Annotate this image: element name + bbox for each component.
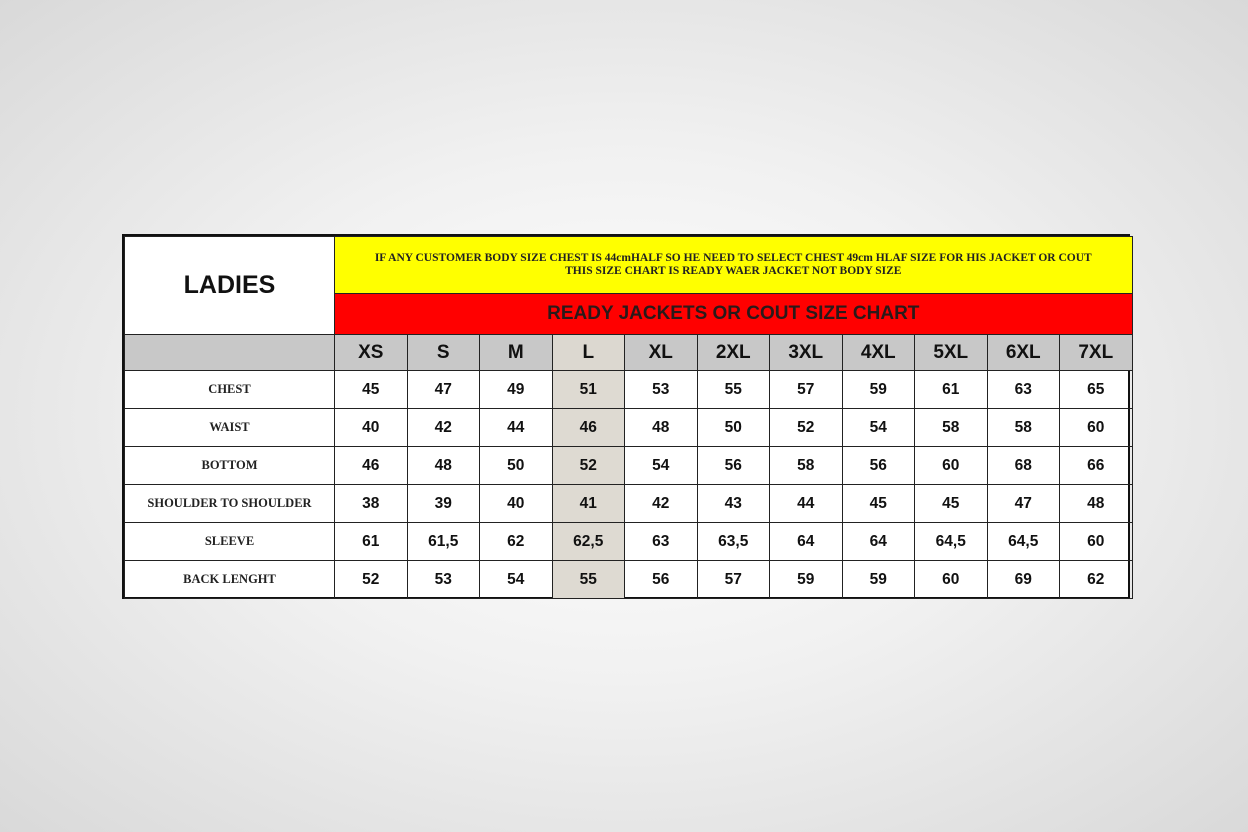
size-header-l: L [552, 335, 625, 371]
size-note-line-2: THIS SIZE CHART IS READY WAER JACKET NOT BODY SIZE [565, 265, 902, 277]
size-header-row [125, 335, 1133, 371]
measurement-cell: 65 [1060, 371, 1133, 409]
size-note-line-1: IF ANY CUSTOMER BODY SIZE CHEST IS 44cmHALF SO HE NEED TO SELECT CHEST 49cm HLAF SIZE FOR HIS JACKET OR COUT [374, 252, 1092, 264]
measurement-cell: 63,5 [697, 523, 770, 561]
size-header-xl: XL [625, 335, 698, 371]
measurement-cell: 48 [625, 409, 698, 447]
table-row [125, 523, 1133, 561]
measurement-cell: 50 [697, 409, 770, 447]
table-row [125, 371, 1133, 409]
measurement-cell: 60 [1060, 409, 1133, 447]
measurement-cell: 60 [1060, 523, 1133, 561]
measurement-cell: 61 [335, 523, 408, 561]
size-header-7xl: 7XL [1060, 335, 1133, 371]
measurement-cell: 54 [480, 561, 553, 599]
measurement-cell: 50 [480, 447, 553, 485]
measurement-cell: 55 [552, 561, 625, 599]
measurement-cell: 59 [842, 561, 915, 599]
header-corner [125, 335, 335, 371]
measurement-cell: 54 [625, 447, 698, 485]
measurement-cell: 52 [335, 561, 408, 599]
measurement-cell: 61,5 [407, 523, 480, 561]
measurement-cell: 38 [335, 485, 408, 523]
measurement-cell: 57 [697, 561, 770, 599]
measurement-cell: 53 [407, 561, 480, 599]
size-chart [122, 234, 1130, 599]
measurement-cell: 42 [407, 409, 480, 447]
measurement-cell: 42 [625, 485, 698, 523]
size-header-xs: XS [335, 335, 408, 371]
table-row [125, 409, 1133, 447]
chart-banner: READY JACKETS OR COUT SIZE CHART [335, 294, 1133, 335]
size-chart-table [124, 236, 1133, 599]
measurement-cell: 56 [625, 561, 698, 599]
measurement-cell: 45 [335, 371, 408, 409]
row-label: BOTTOM [125, 447, 335, 485]
measurement-cell: 55 [697, 371, 770, 409]
row-label: SLEEVE [125, 523, 335, 561]
measurement-cell: 57 [770, 371, 843, 409]
measurement-cell: 56 [842, 447, 915, 485]
measurement-cell: 63 [625, 523, 698, 561]
measurement-cell: 62,5 [552, 523, 625, 561]
table-row [125, 485, 1133, 523]
measurement-cell: 64 [842, 523, 915, 561]
measurement-cell: 45 [842, 485, 915, 523]
row-label: CHEST [125, 371, 335, 409]
measurement-cell: 40 [480, 485, 553, 523]
size-header-4xl: 4XL [842, 335, 915, 371]
measurement-cell: 66 [1060, 447, 1133, 485]
measurement-cell: 52 [770, 409, 843, 447]
measurement-cell: 63 [987, 371, 1060, 409]
measurement-cell: 58 [770, 447, 843, 485]
measurement-cell: 48 [1060, 485, 1133, 523]
measurement-cell: 60 [915, 561, 988, 599]
measurement-cell: 49 [480, 371, 553, 409]
measurement-cell: 62 [480, 523, 553, 561]
measurement-cell: 62 [1060, 561, 1133, 599]
table-row [125, 561, 1133, 599]
measurement-cell: 59 [842, 371, 915, 409]
measurement-cell: 54 [842, 409, 915, 447]
measurement-cell: 53 [625, 371, 698, 409]
measurement-cell: 58 [915, 409, 988, 447]
measurement-cell: 58 [987, 409, 1060, 447]
size-note [335, 237, 1133, 294]
measurement-cell: 59 [770, 561, 843, 599]
measurement-cell: 68 [987, 447, 1060, 485]
measurement-cell: 45 [915, 485, 988, 523]
chart-title: LADIES [125, 237, 335, 335]
measurement-cell: 47 [987, 485, 1060, 523]
size-header-s: S [407, 335, 480, 371]
measurement-cell: 56 [697, 447, 770, 485]
measurement-cell: 61 [915, 371, 988, 409]
measurement-cell: 44 [770, 485, 843, 523]
measurement-cell: 48 [407, 447, 480, 485]
title-row [125, 237, 1133, 294]
measurement-cell: 39 [407, 485, 480, 523]
measurement-cell: 60 [915, 447, 988, 485]
measurement-cell: 44 [480, 409, 553, 447]
measurement-cell: 40 [335, 409, 408, 447]
size-header-5xl: 5XL [915, 335, 988, 371]
measurement-cell: 46 [552, 409, 625, 447]
table-row [125, 447, 1133, 485]
measurement-cell: 46 [335, 447, 408, 485]
size-header-3xl: 3XL [770, 335, 843, 371]
row-label: BACK LENGHT [125, 561, 335, 599]
measurement-cell: 69 [987, 561, 1060, 599]
measurement-cell: 64,5 [915, 523, 988, 561]
row-label: WAIST [125, 409, 335, 447]
row-label: SHOULDER TO SHOULDER [125, 485, 335, 523]
measurement-cell: 64 [770, 523, 843, 561]
measurement-cell: 41 [552, 485, 625, 523]
measurement-cell: 64,5 [987, 523, 1060, 561]
measurement-cell: 51 [552, 371, 625, 409]
size-header-m: M [480, 335, 553, 371]
size-header-2xl: 2XL [697, 335, 770, 371]
measurement-cell: 47 [407, 371, 480, 409]
measurement-cell: 43 [697, 485, 770, 523]
measurement-cell: 52 [552, 447, 625, 485]
size-header-6xl: 6XL [987, 335, 1060, 371]
